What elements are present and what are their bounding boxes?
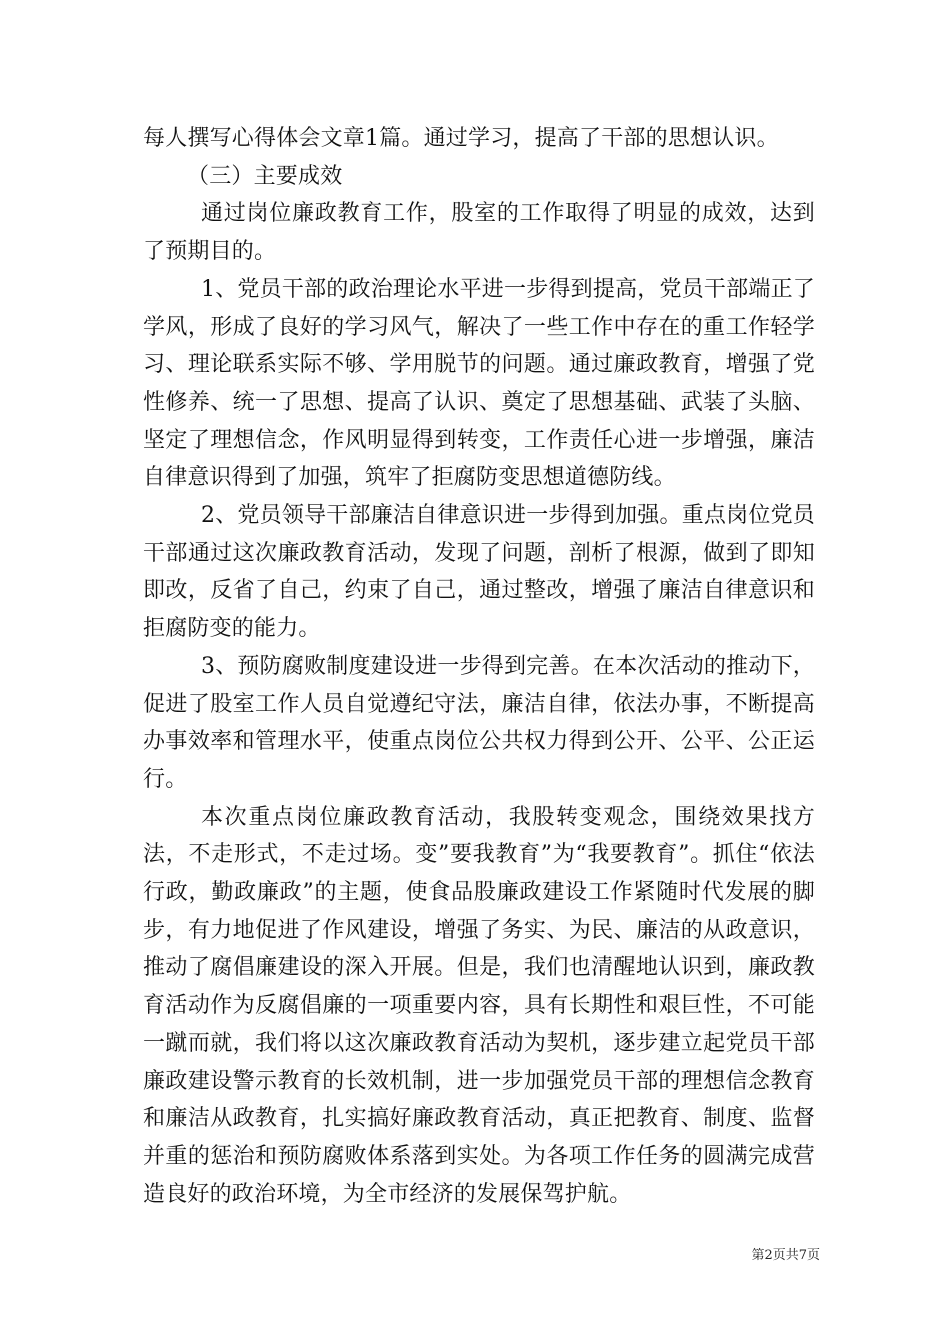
- paragraph-intro: 通过岗位廉政教育工作，股室的工作取得了明显的成效，达到了预期目的。: [143, 201, 815, 265]
- paragraph-point-2: 2、党员领导干部廉洁自律意识进一步得到加强。重点岗位党员干部通过这次廉政教育活动，发现了问题，剖析了根源，做到了即知即改，反省了自己，约束了自己，通过整改，增强了廉洁自律意识和拒腐防变的能力。: [143, 503, 815, 642]
- page-number: 第2页共7页: [751, 1248, 820, 1263]
- paragraph-point-3: 3、预防腐败制度建设进一步得到完善。在本次活动的推动下，促进了股室工作人员自觉遵纪守法，廉洁自律，依法办事，不断提高办事效率和管理水平，使重点岗位公共权力得到公开、公平、公正运行。: [143, 653, 815, 792]
- section-heading-main-results: （三）主要成效: [187, 163, 343, 189]
- document-body: [143, 120, 815, 1213]
- paragraph-point-1: 1、党员干部的政治理论水平进一步得到提高，党员干部端正了学风，形成了良好的学习风气，解决了一些工作中存在的重工作轻学习、理论联系实际不够、学用脱节的问题。通过廉政教育，增强了党性修养、统一了思想、提高了认识、奠定了思想基础、武装了头脑、坚定了理想信念，作风明显得到转变，工作责任心进一步增强，廉洁自律意识得到了加强，筑牢了拒腐防变思想道德防线。: [143, 276, 815, 491]
- paragraph-continuation: 每人撰写心得体会文章1篇。通过学习，提高了干部的思想认识。: [143, 126, 779, 151]
- paragraph-conclusion: 本次重点岗位廉政教育活动，我股转变观念，围绕效果找方法，不走形式，不走过场。变”要我教育”为“我要教育”。抓住“依法行政，勤政廉政”的主题，使食品股廉政建设工作紧随时代发展的脚步，有力地促进了作风建设，增强了务实、为民、廉洁的从政意识，推动了腐倡廉建设的深入开展。但是，我们也清醒地认识到，廉政教育活动作为反腐倡廉的一项重要内容，具有长期性和艰巨性，不可能一蹴而就，我们将以这次廉政教育活动为契机，逐步建立起党员干部廉政建设警示教育的长效机制，进一步加强党员干部的理想信念教育和廉洁从政教育，扎实搞好廉政教育活动，真正把教育、制度、监督并重的惩治和预防腐败体系落到实处。为各项工作任务的圆满完成营造良好的政治环境，为全市经济的发展保驾护航。: [143, 804, 815, 1207]
